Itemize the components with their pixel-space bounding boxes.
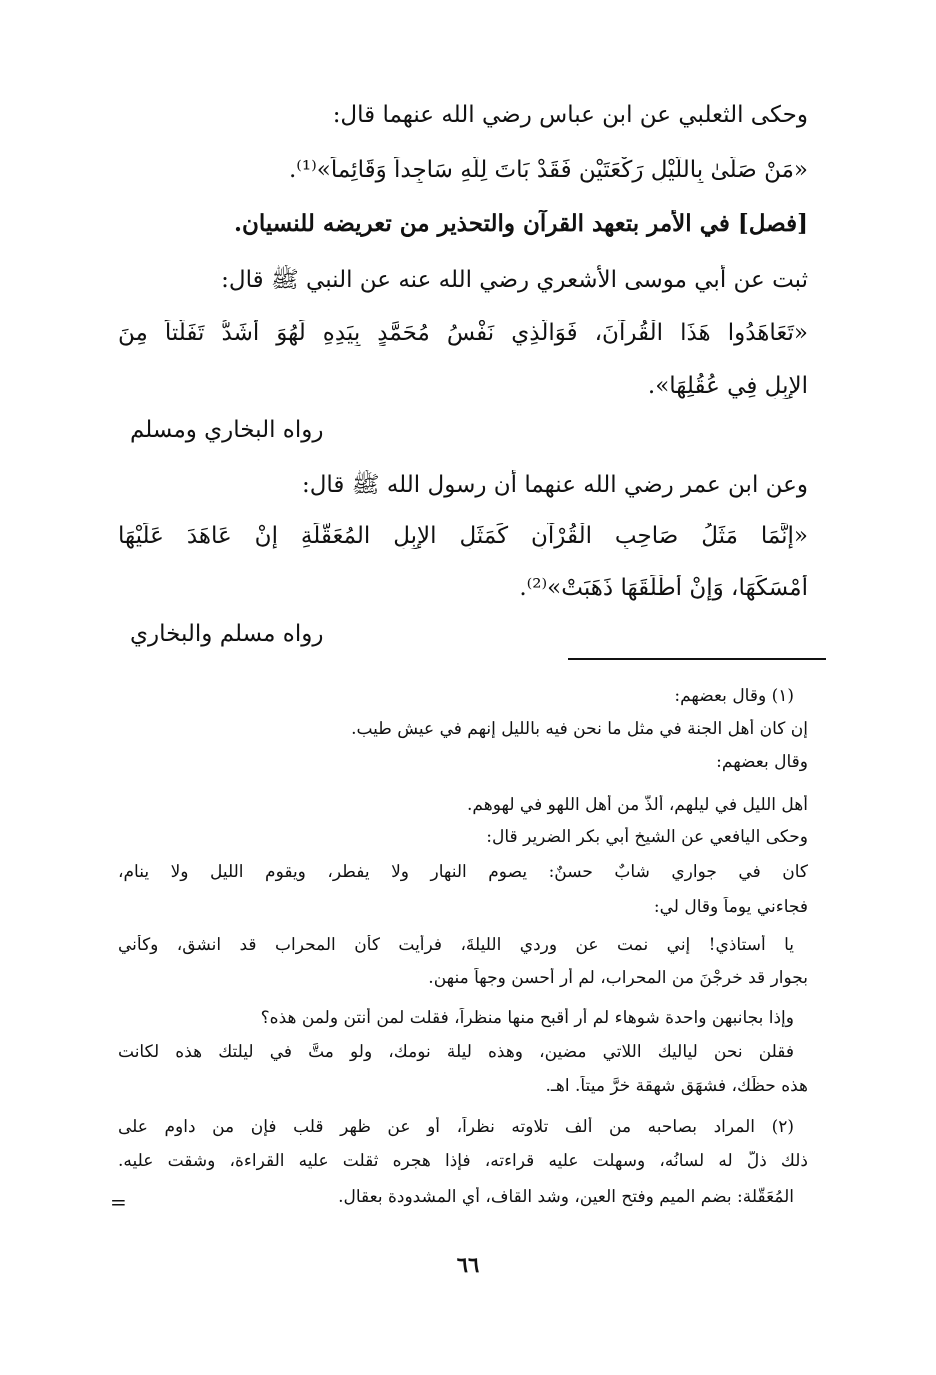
footnote-line: (٢) المراد بصاحبه من ألف تلاوته نظراً، أو عن ظهر قلب فإن من داوم على (118, 1117, 794, 1137)
body-line-8: وعن ابن عمر رضي الله عنهما أن رسول الله ﷺ قال: (301, 472, 808, 498)
footnote-line: (١) وقال بعضهم: (674, 686, 794, 706)
hadith-text-line: «مَنْ صَلَّىٰ بِاللَّيْلِ رَكْعَتَيْنِ فَقَدْ بَاتَ لِلَّهِ سَاجِداً وَقَائِماً»⁽¹⁾. (288, 157, 808, 183)
footnote-line: وقال بعضهم: (716, 752, 808, 772)
footnote-line: أهل الليل في ليلهم، ألذُّ من أهل اللهو في لهوهم. (467, 795, 808, 815)
body-line-4: ثبت عن أبي موسى الأشعري رضي الله عنه عن النبي ﷺ قال: (221, 267, 808, 293)
hadith-text-line: الإِبِلِ فِي عُقُلِهَا». (647, 373, 808, 399)
narration-source: رواه البخاري ومسلم (130, 417, 324, 443)
page-number: ٦٦ (456, 1252, 480, 1277)
footnote-line: بجوار قد خرجْنَ من المحراب، لم أر أحسن وجهاً منهن. (428, 968, 808, 988)
hadith-text-line: «تَعَاهَدُوا هَذَا الْقُرآنَ، فَوَالَّذِي نَفْسُ مُحَمَّدٍ بِيَدِهِ لَهُوَ أَشَدُّ تَفَلُّتاً مِنَ (118, 320, 808, 346)
footnote-line: المُعَقَّلة: بضم الميم وفتح العين، وشد القاف، أي المشدودة بعقال. (338, 1187, 794, 1207)
footnote-line: يا أستاذي! إني نمت عن وردي الليلةَ، فرأيت كأن المحراب قد انشق، وكأني (118, 935, 794, 955)
footnote-line: إن كان أهل الجنة في مثل ما نحن فيه بالليل إنهم في عيشٍ طيب. (351, 719, 808, 739)
footnote-line: هذه حظَك، فشهَق شهقة خرَّ ميتاً. اهـ. (545, 1076, 808, 1096)
footnote-line: وحكى اليافعي عن الشيخ أبي بكر الضرير قال: (486, 827, 808, 847)
narration-source: رواه مسلم والبخاري (130, 621, 324, 647)
footnote-separator (568, 658, 826, 660)
footnote-line: كان في جواري شابٌ حسنٌ: يصوم النهار ولا يفطر، ويقوم الليل ولا ينام، (118, 862, 808, 882)
footnote-line: ذلك ذلَّ له لسانُه، وسهلت عليه قراءته، فإذا هجره ثقلت عليه القراءة، وشقت عليه. (118, 1151, 808, 1171)
footnote-line: فجاءني يوماً وقال لي: (653, 897, 808, 917)
footnote-line: وإذا بجانبهن واحدة شوهاء لم أر أقبح منها منظراً، فقلت لمن أنتن ولمن هذه؟ (260, 1008, 794, 1028)
continuation-mark: = (110, 1190, 127, 1214)
body-line-1: وحكى الثعلبي عن ابن عباس رضي الله عنهما قال: (332, 102, 808, 128)
footnote-line: فقلن نحن لياليك اللاتي مضين، وهذه ليلة نومك، ولو متَّ في ليلتك هذه لكانت (118, 1042, 794, 1062)
section-heading: [فصل] في الأمر بتعهد القرآن والتحذير من تعريضه للنسيان. (233, 210, 808, 237)
hadith-text-line: أَمْسَكَهَا، وَإِنْ أَطْلَقَهَا ذَهَبَتْ»⁽²⁾. (519, 575, 808, 601)
hadith-text-line: «إِنَّمَا مَثَلُ صَاحِبِ الْقُرْآنِ كَمَثَلِ الإِبِلِ المُعَقَّلَةِ إِنْ عَاهَدَ عَلَيْهَا (118, 523, 808, 549)
